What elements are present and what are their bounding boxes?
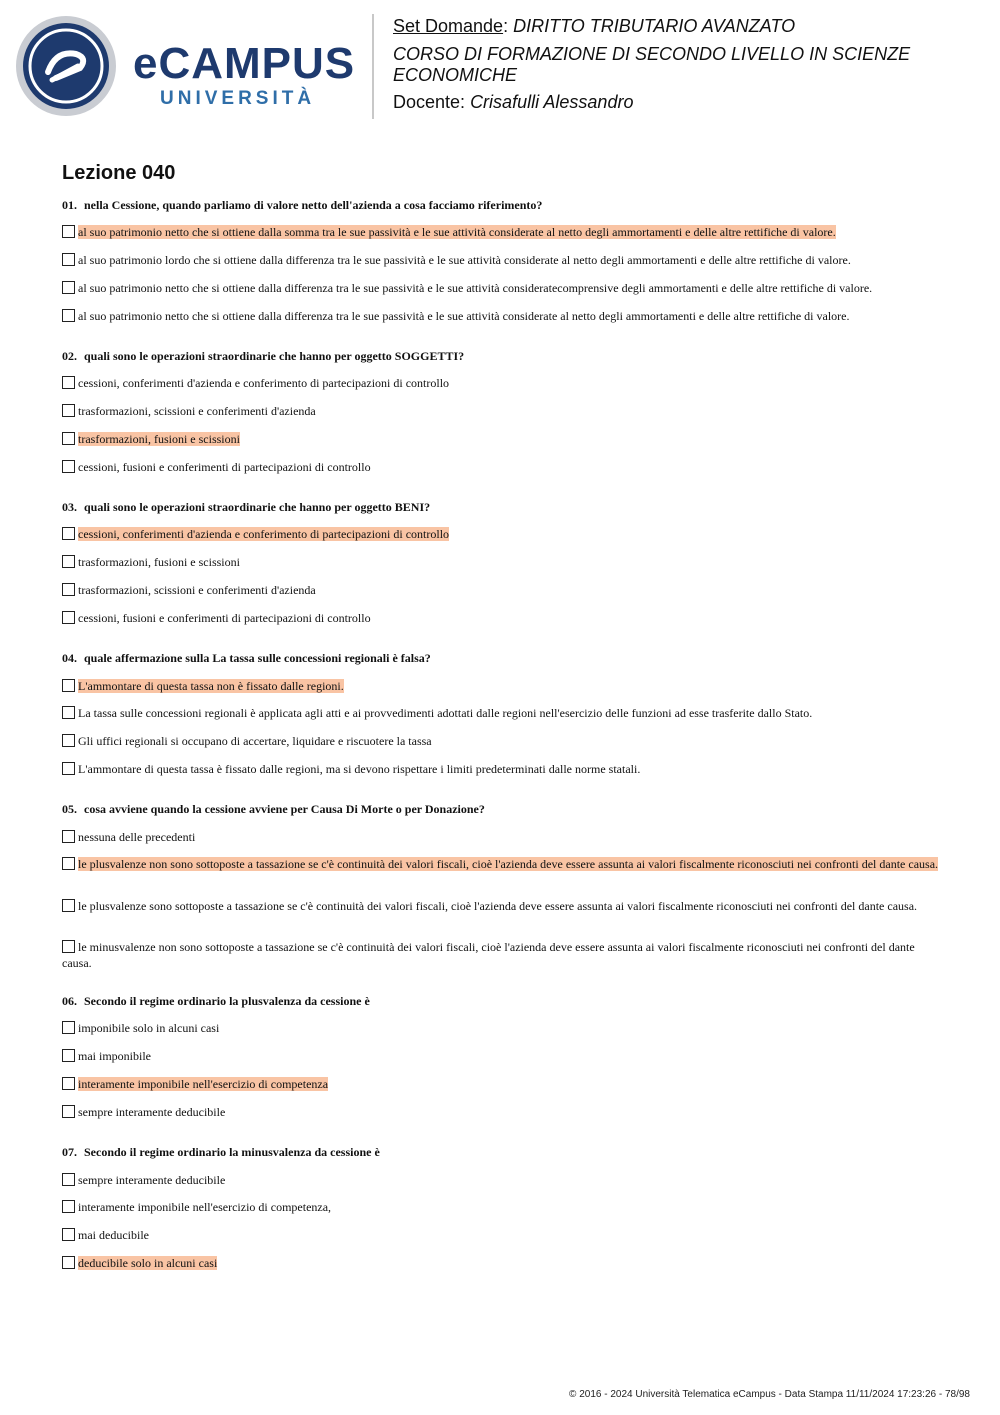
option-text: le plusvalenze sono sottoposte a tassazione se c'è continuità dei valori fiscali, cioè l'azienda deve essere assunta ai valori fiscalmente riconosciuti nei confronti del dante causa.	[78, 899, 918, 913]
option-1-1[interactable]	[62, 224, 942, 240]
course-title: DIRITTO TRIBUTARIO AVANZATO	[513, 16, 796, 36]
option-5-3[interactable]	[62, 898, 942, 914]
brand-subtitle: UNIVERSITÀ	[160, 88, 316, 109]
option-3-2[interactable]	[62, 554, 942, 570]
option-3-4[interactable]	[62, 610, 942, 626]
option-text: sempre interamente deducibile	[78, 1105, 226, 1119]
teacher-line	[393, 91, 633, 113]
option-text: sempre interamente deducibile	[78, 1173, 226, 1187]
option-text: nessuna delle precedenti	[78, 830, 196, 844]
option-text-correct: deducibile solo in alcuni casi	[78, 1256, 218, 1270]
checkbox[interactable]	[62, 432, 75, 445]
question-text: Secondo il regime ordinario la plusvalenza da cessione è	[84, 994, 370, 1008]
option-text: al suo patrimonio netto che si ottiene dalla differenza tra le sue passività e le sue attività considerate al netto degli ammortamenti e delle altre rettifiche di valore.	[78, 309, 850, 323]
option-text: trasformazioni, scissioni e conferimenti d'azienda	[78, 583, 316, 597]
checkbox[interactable]	[62, 1173, 75, 1186]
option-5-1[interactable]	[62, 829, 942, 845]
checkbox[interactable]	[62, 460, 75, 473]
checkbox[interactable]	[62, 309, 75, 322]
question-1: 01. nella Cessione, quando parliamo di valore netto dell'azienda a cosa facciamo riferimento?	[62, 198, 543, 212]
option-4-3[interactable]	[62, 733, 942, 749]
option-text: cessioni, fusioni e conferimenti di partecipazioni di controllo	[78, 611, 371, 625]
checkbox[interactable]	[62, 281, 75, 294]
option-text: mai deducibile	[78, 1228, 149, 1242]
question-7: 07. Secondo il regime ordinario la minusvalenza da cessione è	[62, 1145, 380, 1159]
checkbox[interactable]	[62, 1105, 75, 1118]
set-label: Set Domande	[393, 16, 504, 36]
brand-name: eCAMPUS	[133, 39, 356, 88]
question-4: 04. quale affermazione sulla La tassa sulle concessioni regionali è falsa?	[62, 651, 431, 665]
question-text: quali sono le operazioni straordinarie che hanno per oggetto BENI?	[84, 500, 431, 514]
checkbox[interactable]	[62, 253, 75, 266]
option-text: Gli uffici regionali si occupano di accertare, liquidare e riscuotere la tassa	[78, 734, 432, 748]
option-1-4[interactable]	[62, 308, 942, 324]
checkbox[interactable]	[62, 1256, 75, 1269]
option-text: al suo patrimonio netto che si ottiene dalla differenza tra le sue passività e le sue attività consideratecomprensive degli ammortamenti e delle altre rettifiche di valore.	[78, 281, 873, 295]
option-3-1[interactable]	[62, 526, 942, 542]
option-text: al suo patrimonio lordo che si ottiene dalla differenza tra le sue passività e le sue attività considerate al netto degli ammortamenti e delle altre rettifiche di valore.	[78, 253, 851, 267]
option-6-1[interactable]	[62, 1020, 942, 1036]
checkbox[interactable]	[62, 1049, 75, 1062]
option-4-1[interactable]	[62, 678, 942, 694]
question-text: nella Cessione, quando parliamo di valore netto dell'azienda a cosa facciamo riferimento?	[84, 198, 543, 212]
option-text: trasformazioni, scissioni e conferimenti d'azienda	[78, 404, 316, 418]
checkbox[interactable]	[62, 611, 75, 624]
question-text: cosa avviene quando la cessione avviene per Causa Di Morte o per Donazione?	[84, 802, 485, 816]
page-header	[0, 0, 1000, 130]
option-4-4[interactable]	[62, 761, 942, 777]
question-5: 05. cosa avviene quando la cessione avviene per Causa Di Morte o per Donazione?	[62, 802, 485, 816]
option-4-2[interactable]	[62, 705, 942, 721]
checkbox[interactable]	[62, 762, 75, 775]
option-6-3[interactable]	[62, 1076, 942, 1092]
option-text-correct: cessioni, conferimenti d'azienda e conferimento di partecipazioni di controllo	[78, 527, 450, 541]
checkbox[interactable]	[62, 940, 75, 953]
checkbox[interactable]	[62, 706, 75, 719]
page-footer: © 2016 - 2024 Università Telematica eCampus - Data Stampa 11/11/2024 17:23:26 - 78/98	[569, 1389, 970, 1400]
checkbox[interactable]	[62, 1200, 75, 1213]
checkbox[interactable]	[62, 404, 75, 417]
checkbox[interactable]	[62, 527, 75, 540]
question-text: quali sono le operazioni straordinarie che hanno per oggetto SOGGETTI?	[84, 349, 465, 363]
option-text-correct: al suo patrimonio netto che si ottiene dalla somma tra le sue passività e le sue attività considerate al netto degli ammortamenti e delle altre rettifiche di valore.	[78, 225, 836, 239]
checkbox[interactable]	[62, 857, 75, 870]
question-6: 06. Secondo il regime ordinario la plusvalenza da cessione è	[62, 994, 370, 1008]
checkbox[interactable]	[62, 1021, 75, 1034]
option-text-correct: le plusvalenze non sono sottoposte a tassazione se c'è continuità dei valori fiscali, cioè l'azienda deve essere assunta ai valori fiscalmente riconosciuti nei confronti del dante causa.	[78, 857, 939, 871]
checkbox[interactable]	[62, 225, 75, 238]
option-7-1[interactable]	[62, 1172, 942, 1188]
checkbox[interactable]	[62, 583, 75, 596]
option-2-1[interactable]	[62, 375, 942, 391]
lesson-title: Lezione 040	[62, 162, 176, 184]
set-title: Set Domande: DIRITTO TRIBUTARIO AVANZATO	[393, 16, 796, 36]
checkbox[interactable]	[62, 376, 75, 389]
option-text: La tassa sulle concessioni regionali è applicata agli atti e ai provvedimenti adottati dalle regioni nell'esercizio delle funzioni ad esse trasferite dallo Stato.	[78, 706, 813, 720]
question-2: 02. quali sono le operazioni straordinarie che hanno per oggetto SOGGETTI?	[62, 349, 465, 363]
question-3: 03. quali sono le operazioni straordinarie che hanno per oggetto BENI?	[62, 500, 431, 514]
option-7-2[interactable]	[62, 1199, 942, 1215]
option-text: interamente imponibile nell'esercizio di competenza,	[78, 1200, 332, 1214]
checkbox[interactable]	[62, 1077, 75, 1090]
checkbox[interactable]	[62, 679, 75, 692]
option-2-2[interactable]	[62, 403, 942, 419]
option-1-3[interactable]	[62, 280, 942, 296]
question-text: Secondo il regime ordinario la minusvalenza da cessione è	[84, 1145, 380, 1159]
option-5-2[interactable]	[62, 856, 942, 872]
checkbox[interactable]	[62, 555, 75, 568]
option-text: le minusvalenze non sono sottoposte a tassazione se c'è continuità dei valori fiscali, cioè l'azienda deve essere assunta ai valori fiscalmente riconosciuti nei confronti del dante causa.	[62, 940, 915, 970]
option-text: imponibile solo in alcuni casi	[78, 1021, 220, 1035]
checkbox[interactable]	[62, 830, 75, 843]
option-text: cessioni, conferimenti d'azienda e conferimento di partecipazioni di controllo	[78, 376, 450, 390]
header-divider	[372, 14, 374, 119]
option-text: trasformazioni, fusioni e scissioni	[78, 555, 240, 569]
course-name-line1: CORSO DI FORMAZIONE DI SECONDO LIVELLO IN SCIENZE	[393, 44, 911, 64]
checkbox[interactable]	[62, 1228, 75, 1241]
question-text: quale affermazione sulla La tassa sulle concessioni regionali è falsa?	[84, 651, 431, 665]
option-text: mai imponibile	[78, 1049, 151, 1063]
option-6-4[interactable]	[62, 1104, 942, 1120]
option-text-correct: interamente imponibile nell'esercizio di competenza	[78, 1077, 329, 1091]
teacher-name: Crisafulli Alessandro	[470, 92, 634, 112]
option-3-3[interactable]	[62, 582, 942, 598]
option-7-4[interactable]	[62, 1255, 942, 1271]
university-logo-emblem	[16, 16, 116, 116]
option-1-2[interactable]	[62, 252, 942, 268]
option-text: L'ammontare di questa tassa è fissato dalle regioni, ma si devono rispettare i limiti predeterminati dalle norme statali.	[78, 762, 641, 776]
option-5-4[interactable]	[62, 939, 942, 971]
checkbox[interactable]	[62, 899, 75, 912]
option-text-correct: trasformazioni, fusioni e scissioni	[78, 432, 240, 446]
teacher-label: Docente:	[393, 92, 466, 112]
course-name-line2: ECONOMICHE	[393, 65, 518, 85]
option-text: cessioni, fusioni e conferimenti di partecipazioni di controllo	[78, 460, 371, 474]
checkbox[interactable]	[62, 734, 75, 747]
option-2-3[interactable]	[62, 431, 942, 447]
option-6-2[interactable]	[62, 1048, 942, 1064]
option-text-correct: L'ammontare di questa tassa non è fissato dalle regioni.	[78, 679, 344, 693]
option-2-4[interactable]	[62, 459, 942, 475]
option-7-3[interactable]	[62, 1227, 942, 1243]
